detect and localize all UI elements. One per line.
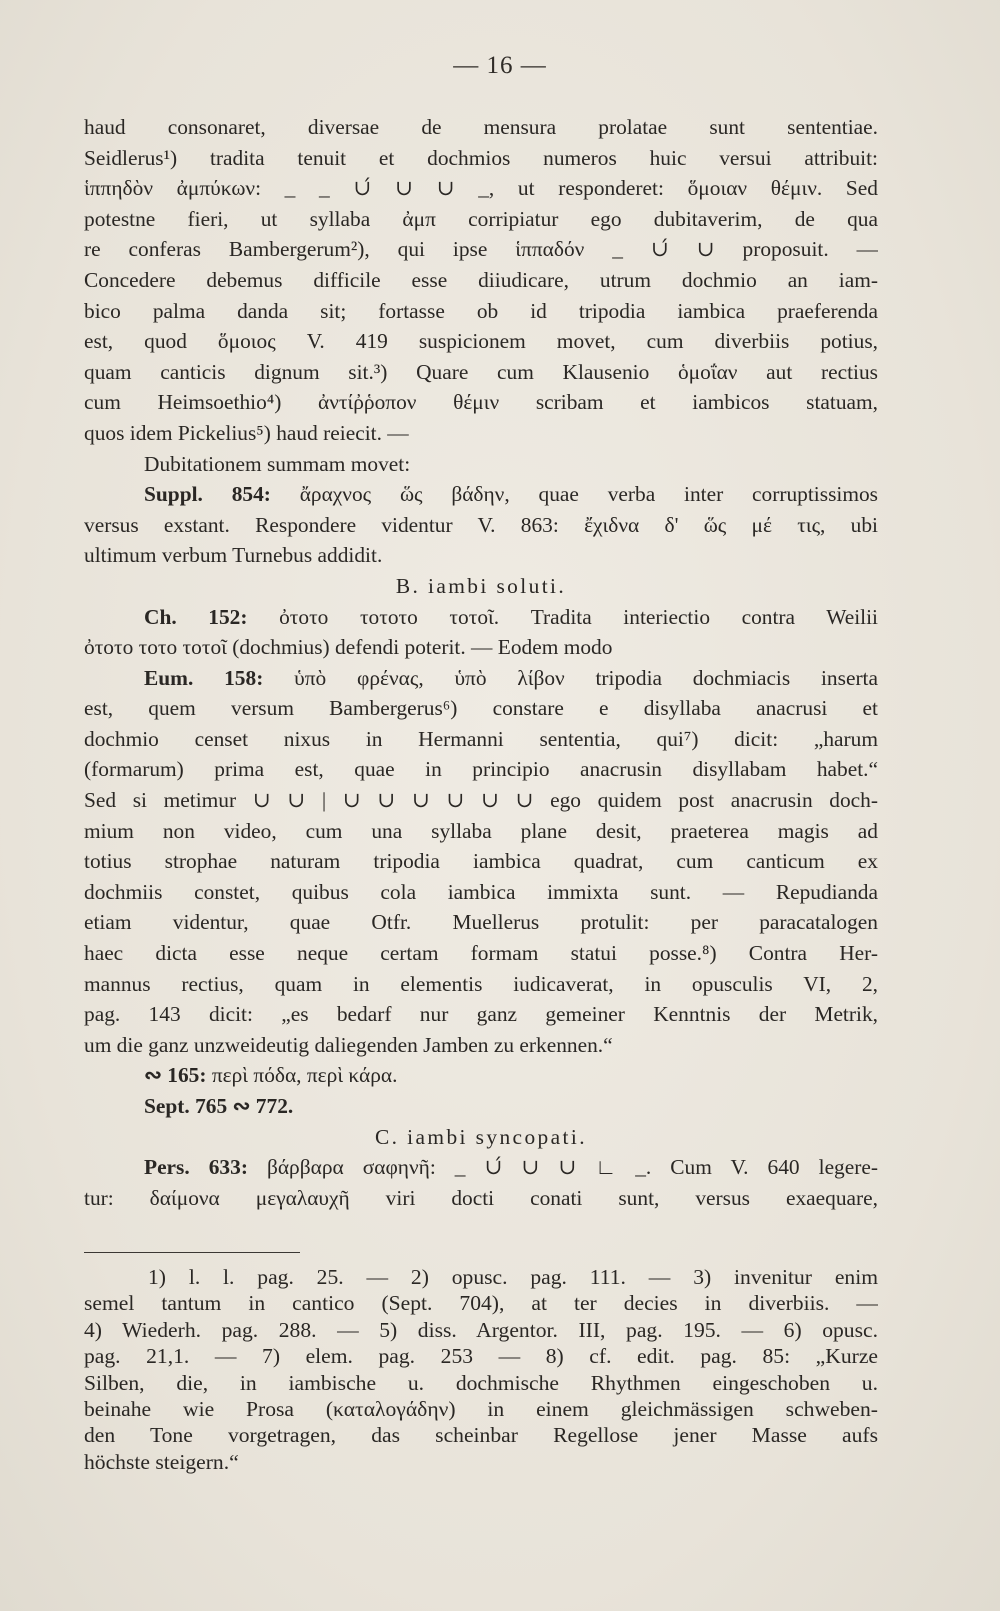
passage-reference: Suppl. 854:: [144, 482, 271, 507]
text-line: [84, 816, 878, 847]
text-line: [84, 479, 878, 510]
line-text: re conferas Bambergerum²), qui ipse ἱππαδόν _ ∪́ ∪ proposuit. —: [84, 237, 878, 262]
line-text: ὑπὸ φρένας, ὑπὸ λίβον tripodia dochmiacis inserta: [263, 665, 878, 690]
line-text: haud consonaret, diversae de mensura prolatae sunt sententiae.: [84, 115, 878, 139]
text-line: [84, 1060, 878, 1091]
text-line: [84, 999, 878, 1030]
text-line: [84, 510, 878, 541]
passage-reference: Pers. 633:: [144, 1155, 248, 1180]
line-text: (formarum) prima est, quae in principio anacrusin disyllabam habet.“: [84, 757, 878, 782]
line-text: 1) l. l. pag. 25. — 2) opusc. pag. 111. — 3) invenitur enim: [148, 1265, 878, 1289]
text-line: [84, 877, 878, 908]
line-text: quam canticis dignum sit.³) Quare cum Klausenio ὁμοΐαν aut rectius: [84, 359, 878, 384]
line-text: den Tone vorgetragen, das scheinbar Regellose jener Masse aufs: [84, 1423, 878, 1448]
text-line: [84, 1030, 878, 1061]
text-line: [84, 540, 878, 571]
text-line: [84, 418, 878, 449]
line-text: totius strophae naturam tripodia iambica quadrat, cum canticum ex: [84, 849, 878, 874]
text-line: [84, 1122, 878, 1153]
text-line: [84, 265, 878, 296]
footnote-divider: [84, 1252, 300, 1253]
line-text: mannus rectius, quam in elementis iudicaverat, in opusculis VI, 2,: [84, 971, 878, 996]
footnote-line: [84, 1449, 878, 1475]
line-text: Seidlerus¹) tradita tenuit et dochmios numeros huic versui attribuit:: [84, 145, 878, 170]
text-line: [84, 693, 878, 724]
text-line: [84, 1152, 878, 1183]
line-text: C. iambi syncopati.: [375, 1124, 587, 1149]
text-line: [84, 907, 878, 938]
footnote-line: [84, 1317, 878, 1343]
line-text: cum Heimsoethio⁴) ἀντίῤῥοπον θέμιν scribam et iambicos statuam,: [84, 390, 878, 415]
text-line: [84, 234, 878, 265]
passage-reference: ∾ 165:: [144, 1063, 207, 1088]
line-text: dochmio censet nixus in Hermanni sententia, qui⁷) dicit: „harum: [84, 726, 878, 751]
text-line: [84, 387, 878, 418]
line-text: mium non video, cum una syllaba plane desit, praeterea magis ad: [84, 818, 878, 843]
text-line: [84, 938, 878, 969]
line-text: beinahe wie Prosa (καταλογάδην) in einem gleichmässigen schweben-: [84, 1396, 878, 1421]
line-text: ὀτοτο τοτο τοτοῖ (dochmius) defendi poterit. — Eodem modo: [84, 635, 613, 660]
text-line: [84, 571, 878, 602]
text-line: [84, 632, 878, 663]
text-line: [84, 846, 878, 877]
line-text: 4) Wiederh. pag. 288. — 5) diss. Argentor. III, pag. 195. — 6) opusc.: [84, 1317, 878, 1342]
footnote-line: [84, 1290, 878, 1316]
line-text: semel tantum in cantico (Sept. 704), at ter decies in diverbiis. —: [84, 1291, 878, 1316]
line-text: bico palma danda sit; fortasse ob id tripodia iambica praeferenda: [84, 298, 878, 323]
line-text: haec dicta esse neque certam formam statui posse.⁸) Contra Her-: [84, 941, 878, 966]
text-line: [84, 1091, 878, 1122]
text-line: [84, 1183, 878, 1214]
text-line: [84, 602, 878, 633]
line-text: ἄραχνος ὥς βάδην, quae verba inter corruptissimos: [270, 482, 878, 507]
text-line: [84, 724, 878, 755]
passage-reference: Sept. 765 ∾ 772.: [144, 1094, 294, 1118]
text-line: [84, 173, 878, 204]
footnotes: [84, 1264, 878, 1475]
line-text: Sed si metimur ∪ ∪ | ∪ ∪ ∪ ∪ ∪ ∪ ego quidem post anacrusin doch-: [84, 788, 878, 813]
line-text: ἱππηδὸν ἀμπύκων: _ _ ∪́ ∪ ∪ _, ut responderet: ὅμοιαν θέμιν. Sed: [84, 176, 878, 201]
text-line: [84, 754, 878, 785]
line-text: Concedere debemus difficile esse diiudicare, utrum dochmio an iam-: [84, 267, 878, 292]
passage-reference: Eum. 158:: [144, 665, 264, 690]
text-line: [84, 326, 878, 357]
line-text: ultimum verbum Turnebus addidit.: [84, 543, 383, 568]
text-line: [84, 663, 878, 694]
page-number: — 16 —: [453, 52, 547, 79]
footnote-line: [84, 1422, 878, 1448]
line-text: dochmiis constet, quibus cola iambica immixta sunt. — Repudianda: [84, 879, 878, 904]
text-line: [84, 112, 878, 143]
main-text: [84, 112, 878, 1213]
text-line: [84, 296, 878, 327]
line-text: quos idem Pickelius⁵) haud reiecit. —: [84, 420, 409, 445]
line-text: versus exstant. Respondere videntur V. 863: ἔχιδνα δ' ὥς μέ τις, ubi: [84, 512, 878, 537]
footnote-line: [84, 1396, 878, 1422]
line-text: B. iambi soluti.: [395, 573, 567, 598]
line-text: etiam videntur, quae Otfr. Muellerus protulit: per paracatalogen: [84, 910, 878, 935]
line-text: est, quem versum Bambergerus⁶) constare e disyllaba anacrusi et: [84, 696, 878, 721]
footnote-line: [84, 1343, 878, 1369]
line-text: ὀτοτο τοτοτο τοτοῖ. Tradita interiectio contra Weilii: [247, 604, 878, 629]
text-line: [84, 969, 878, 1000]
text-line: [84, 449, 878, 480]
line-text: est, quod ὅμοιος V. 419 suspicionem movet, cum diverbiis potius,: [84, 329, 878, 354]
text-line: [84, 785, 878, 816]
line-text: βάρβαρα σαφηνῆ: _ ∪́ ∪ ∪ ∟ _. Cum V. 640 legere-: [247, 1155, 878, 1180]
line-text: Dubitationem summam movet:: [144, 451, 411, 476]
passage-reference: Ch. 152:: [144, 604, 248, 629]
text-line: [84, 143, 878, 174]
line-text: potestne fieri, ut syllaba ἀμπ corripiatur ego dubitaverim, de qua: [84, 206, 878, 231]
text-line: [84, 204, 878, 235]
line-text: Silben, die, in iambische u. dochmische Rhythmen eingeschoben u.: [84, 1370, 878, 1395]
line-text: tur: δαίμονα μεγαλαυχῆ viri docti conati sunt, versus exaequare,: [84, 1185, 878, 1210]
line-text: περὶ πόδα, περὶ κάρα.: [206, 1063, 398, 1088]
text-line: [84, 357, 878, 388]
line-text: pag. 21,1. — 7) elem. pag. 253 — 8) cf. edit. pag. 85: „Kurze: [84, 1344, 878, 1369]
line-text: höchste steigern.“: [84, 1449, 239, 1474]
line-text: um die ganz unzweideutig daliegenden Jamben zu erkennen.“: [84, 1032, 613, 1057]
footnote-line: [84, 1264, 878, 1290]
footnote-line: [84, 1370, 878, 1396]
line-text: pag. 143 dicit: „es bedarf nur ganz gemeiner Kenntnis der Metrik,: [84, 1002, 878, 1027]
